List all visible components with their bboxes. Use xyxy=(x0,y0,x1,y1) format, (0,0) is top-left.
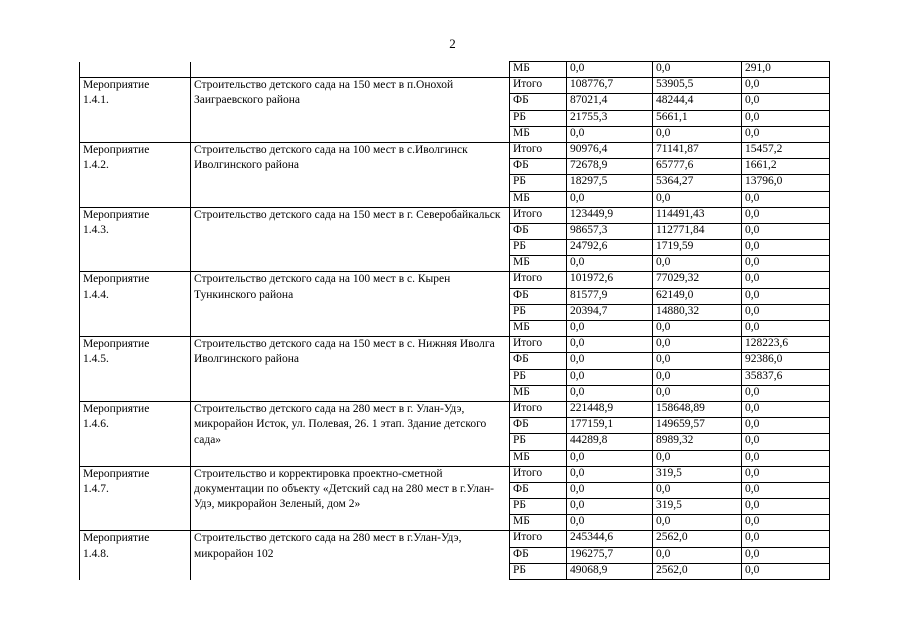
carryover-row xyxy=(80,62,830,78)
value-cell: 0,0 xyxy=(653,337,742,353)
source-cell: МБ xyxy=(510,62,567,78)
value-cell: 112771,84 xyxy=(653,223,742,239)
value-cell: 319,5 xyxy=(653,466,742,482)
value-cell: 5364,27 xyxy=(653,175,742,191)
value-cell: 128223,6 xyxy=(742,337,830,353)
source-cell: РБ xyxy=(510,499,567,515)
value-cell: 0,0 xyxy=(567,499,653,515)
value-cell: 98657,3 xyxy=(567,223,653,239)
table-row xyxy=(80,531,830,547)
value-cell: 0,0 xyxy=(742,272,830,288)
measure-label: Мероприятие xyxy=(83,532,150,545)
value-cell: 0,0 xyxy=(742,401,830,417)
value-cell: 0,0 xyxy=(742,434,830,450)
measure-cell xyxy=(80,337,191,402)
source-cell: МБ xyxy=(510,321,567,337)
description-cell: Строительство детского сада на 150 мест в с. Нижняя Иволга Иволгинского района xyxy=(191,337,510,402)
value-cell: 0,0 xyxy=(653,191,742,207)
measure-cell xyxy=(80,78,191,143)
source-cell: РБ xyxy=(510,434,567,450)
value-cell: 0,0 xyxy=(742,191,830,207)
value-cell: 0,0 xyxy=(742,240,830,256)
measure-label: Мероприятие xyxy=(83,79,150,92)
value-cell: 0,0 xyxy=(742,466,830,482)
value-cell: 0,0 xyxy=(742,418,830,434)
value-cell: 0,0 xyxy=(742,256,830,272)
source-cell: ФБ xyxy=(510,547,567,563)
description-cell: Строительство детского сада на 280 мест в г.Улан-Удэ, микрорайон 102 xyxy=(191,531,510,580)
measure-label: Мероприятие xyxy=(83,273,150,286)
value-cell: 149659,57 xyxy=(653,418,742,434)
value-cell: 62149,0 xyxy=(653,288,742,304)
value-cell: 0,0 xyxy=(742,547,830,563)
value-cell: 8989,32 xyxy=(653,434,742,450)
table-row xyxy=(80,337,830,353)
value-cell: 245344,6 xyxy=(567,531,653,547)
value-cell: 0,0 xyxy=(567,515,653,531)
source-cell: Итого xyxy=(510,401,567,417)
source-cell: РБ xyxy=(510,175,567,191)
measure-cell xyxy=(80,401,191,466)
description-cell: Строительство детского сада на 150 мест в п.Онохой Заиграевского района xyxy=(191,78,510,143)
value-cell: 49068,9 xyxy=(567,563,653,579)
description-cell: Строительство и корректировка проектно-сметной документации по объекту «Детский сад на 280 мест в г.Улан-Удэ, микрорайон Зеленый, дом 2» xyxy=(191,466,510,531)
measure-label: Мероприятие xyxy=(83,143,150,156)
value-cell: 0,0 xyxy=(567,385,653,401)
measure-label: Мероприятие xyxy=(83,338,150,351)
source-cell: РБ xyxy=(510,563,567,579)
source-cell: ФБ xyxy=(510,418,567,434)
value-cell: 0,0 xyxy=(742,450,830,466)
value-cell: 0,0 xyxy=(567,337,653,353)
value-cell: 0,0 xyxy=(742,385,830,401)
value-cell: 0,0 xyxy=(742,94,830,110)
measure-number: 1.4.3. xyxy=(83,223,109,236)
value-cell: 2562,0 xyxy=(653,531,742,547)
source-cell: Итого xyxy=(510,207,567,223)
source-cell: Итого xyxy=(510,142,567,158)
value-cell: 0,0 xyxy=(742,126,830,142)
measure-number: 1.4.1. xyxy=(83,94,109,107)
value-cell: 0,0 xyxy=(653,369,742,385)
source-cell: ФБ xyxy=(510,353,567,369)
source-cell: Итого xyxy=(510,466,567,482)
value-cell: 221448,9 xyxy=(567,401,653,417)
value-cell: 0,0 xyxy=(653,482,742,498)
funding-table-body xyxy=(80,62,830,580)
value-cell: 0,0 xyxy=(742,321,830,337)
value-cell: 0,0 xyxy=(653,126,742,142)
value-cell: 21755,3 xyxy=(567,110,653,126)
value-cell: 0,0 xyxy=(567,62,653,78)
table-row xyxy=(80,78,830,94)
value-cell: 0,0 xyxy=(567,256,653,272)
value-cell: 0,0 xyxy=(567,482,653,498)
description-cell: Строительство детского сада на 100 мест в с. Кырен Тункинского района xyxy=(191,272,510,337)
measure-label: Мероприятие xyxy=(83,208,150,221)
value-cell: 0,0 xyxy=(653,256,742,272)
value-cell: 81577,9 xyxy=(567,288,653,304)
description-cell xyxy=(191,62,510,78)
value-cell: 0,0 xyxy=(567,126,653,142)
description-cell: Строительство детского сада на 280 мест в г. Улан-Удэ, микрорайон Исток, ул. Полевая, 26. 1 этап. Здание детского сада» xyxy=(191,401,510,466)
source-cell: РБ xyxy=(510,240,567,256)
value-cell: 114491,43 xyxy=(653,207,742,223)
value-cell: 1661,2 xyxy=(742,159,830,175)
description-cell: Строительство детского сада на 150 мест в г. Северобайкальск xyxy=(191,207,510,272)
measure-number: 1.4.4. xyxy=(83,288,109,301)
value-cell: 72678,9 xyxy=(567,159,653,175)
value-cell: 0,0 xyxy=(653,547,742,563)
source-cell: МБ xyxy=(510,126,567,142)
source-cell: МБ xyxy=(510,385,567,401)
measure-cell xyxy=(80,466,191,531)
source-cell: РБ xyxy=(510,304,567,320)
source-cell: ФБ xyxy=(510,223,567,239)
value-cell: 1719,59 xyxy=(653,240,742,256)
value-cell: 0,0 xyxy=(742,482,830,498)
value-cell: 0,0 xyxy=(653,321,742,337)
value-cell: 20394,7 xyxy=(567,304,653,320)
source-cell: Итого xyxy=(510,78,567,94)
measure-cell xyxy=(80,62,191,78)
source-cell: МБ xyxy=(510,515,567,531)
value-cell: 90976,4 xyxy=(567,142,653,158)
value-cell: 0,0 xyxy=(567,369,653,385)
value-cell: 0,0 xyxy=(742,499,830,515)
measure-number: 1.4.5. xyxy=(83,353,109,366)
value-cell: 65777,6 xyxy=(653,159,742,175)
source-cell: Итого xyxy=(510,272,567,288)
value-cell: 2562,0 xyxy=(653,563,742,579)
value-cell: 0,0 xyxy=(742,223,830,239)
measure-cell xyxy=(80,272,191,337)
funding-table xyxy=(79,61,830,580)
value-cell: 24792,6 xyxy=(567,240,653,256)
value-cell: 0,0 xyxy=(742,515,830,531)
table-row xyxy=(80,466,830,482)
value-cell: 291,0 xyxy=(742,62,830,78)
measure-cell xyxy=(80,142,191,207)
value-cell: 0,0 xyxy=(742,207,830,223)
source-cell: ФБ xyxy=(510,482,567,498)
value-cell: 0,0 xyxy=(653,515,742,531)
table-row xyxy=(80,272,830,288)
value-cell: 0,0 xyxy=(742,78,830,94)
value-cell: 0,0 xyxy=(742,563,830,579)
value-cell: 0,0 xyxy=(567,353,653,369)
value-cell: 53905,5 xyxy=(653,78,742,94)
value-cell: 92386,0 xyxy=(742,353,830,369)
measure-label: Мероприятие xyxy=(83,467,150,480)
value-cell: 0,0 xyxy=(653,62,742,78)
source-cell: МБ xyxy=(510,191,567,207)
value-cell: 5661,1 xyxy=(653,110,742,126)
measure-number: 1.4.7. xyxy=(83,482,109,495)
value-cell: 0,0 xyxy=(653,353,742,369)
value-cell: 196275,7 xyxy=(567,547,653,563)
value-cell: 0,0 xyxy=(567,191,653,207)
value-cell: 0,0 xyxy=(567,450,653,466)
value-cell: 319,5 xyxy=(653,499,742,515)
description-cell: Строительство детского сада на 100 мест в с.Иволгинск Иволгинского района xyxy=(191,142,510,207)
source-cell: РБ xyxy=(510,110,567,126)
value-cell: 35837,6 xyxy=(742,369,830,385)
value-cell: 0,0 xyxy=(742,304,830,320)
value-cell: 0,0 xyxy=(653,385,742,401)
value-cell: 123449,9 xyxy=(567,207,653,223)
value-cell: 15457,2 xyxy=(742,142,830,158)
value-cell: 0,0 xyxy=(742,288,830,304)
value-cell: 77029,32 xyxy=(653,272,742,288)
measure-label: Мероприятие xyxy=(83,402,150,415)
value-cell: 158648,89 xyxy=(653,401,742,417)
value-cell: 101972,6 xyxy=(567,272,653,288)
source-cell: Итого xyxy=(510,337,567,353)
value-cell: 44289,8 xyxy=(567,434,653,450)
value-cell: 48244,4 xyxy=(653,94,742,110)
source-cell: РБ xyxy=(510,369,567,385)
value-cell: 108776,7 xyxy=(567,78,653,94)
table-row xyxy=(80,207,830,223)
value-cell: 71141,87 xyxy=(653,142,742,158)
value-cell: 13796,0 xyxy=(742,175,830,191)
measure-number: 1.4.2. xyxy=(83,159,109,172)
measure-number: 1.4.8. xyxy=(83,547,109,560)
source-cell: ФБ xyxy=(510,159,567,175)
value-cell: 0,0 xyxy=(567,466,653,482)
table-row xyxy=(80,401,830,417)
measure-number: 1.4.6. xyxy=(83,418,109,431)
value-cell: 18297,5 xyxy=(567,175,653,191)
value-cell: 0,0 xyxy=(653,450,742,466)
page-number: 2 xyxy=(449,36,456,51)
value-cell: 87021,4 xyxy=(567,94,653,110)
source-cell: МБ xyxy=(510,256,567,272)
value-cell: 0,0 xyxy=(742,531,830,547)
measure-cell xyxy=(80,531,191,580)
source-cell: ФБ xyxy=(510,94,567,110)
value-cell: 14880,32 xyxy=(653,304,742,320)
table-row xyxy=(80,142,830,158)
value-cell: 177159,1 xyxy=(567,418,653,434)
source-cell: МБ xyxy=(510,450,567,466)
value-cell: 0,0 xyxy=(742,110,830,126)
measure-cell xyxy=(80,207,191,272)
source-cell: ФБ xyxy=(510,288,567,304)
source-cell: Итого xyxy=(510,531,567,547)
value-cell: 0,0 xyxy=(567,321,653,337)
